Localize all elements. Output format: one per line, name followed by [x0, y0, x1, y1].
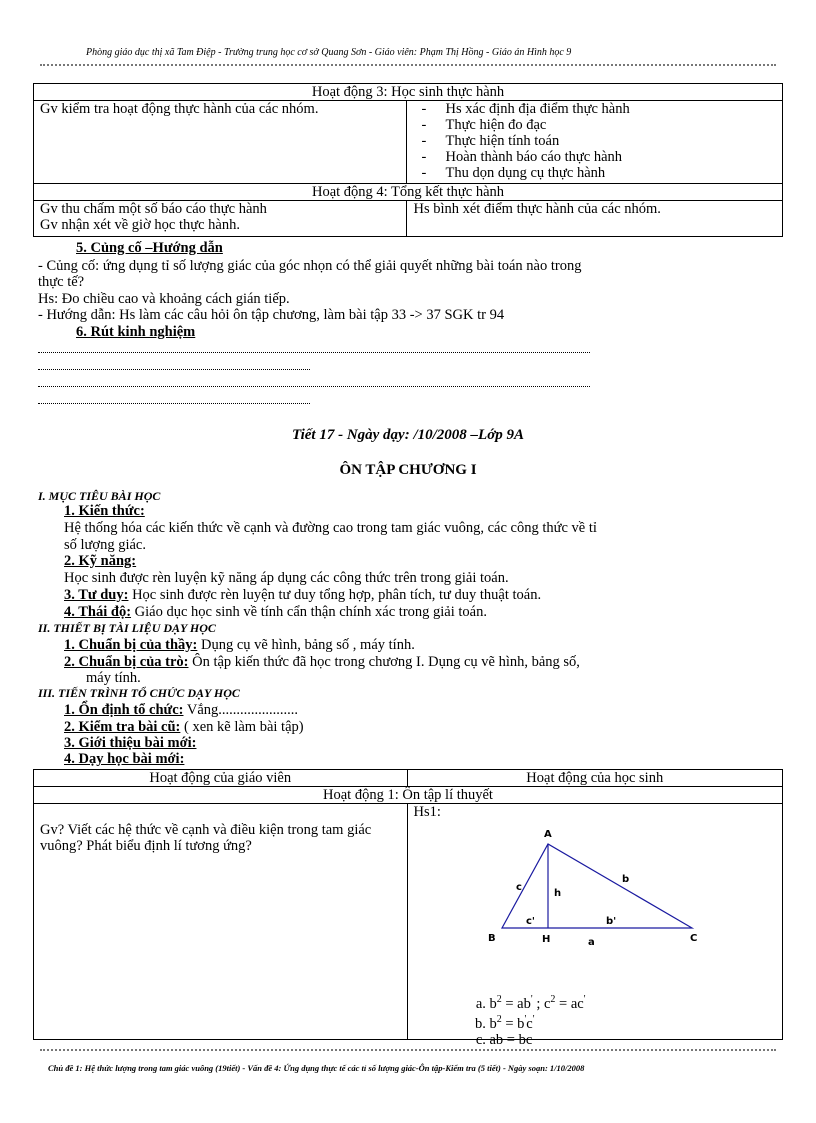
- text: ( xen kẽ làm bài tập): [180, 719, 304, 735]
- student-step: - Hoàn thành báo cáo thực hành: [421, 149, 776, 165]
- side-a: a: [587, 937, 595, 948]
- activity-3-student: [407, 101, 783, 184]
- activity-table-1: [33, 83, 783, 237]
- sub-label: 2. Kiểm tra bài cũ:: [64, 719, 181, 735]
- text-line: thực tế?: [38, 274, 85, 290]
- text-line: [64, 604, 487, 620]
- footer-divider: [40, 1049, 776, 1051]
- text: Dụng cụ vẽ hình, bảng số , máy tính.: [197, 637, 415, 653]
- activity-1-teacher: Gv? Viết các hệ thức về cạnh và điều kiện trong tam giác vuông? Phát biểu định lí tương ứng?: [34, 804, 408, 1040]
- student-step: - Thực hiện đo đạc: [421, 117, 776, 133]
- section-title: III. TIẾN TRÌNH TỔ CHỨC DẠY HỌC: [38, 686, 240, 700]
- activity-4-title: Hoạt động 4: Tổng kết thực hành: [34, 184, 783, 201]
- formula-a: a. $b^2 = ab'$ ; $c^2 = ac'$: [490, 992, 586, 1012]
- vertex-h: H: [541, 934, 550, 945]
- text-line: [64, 637, 415, 653]
- activity-1-student: [407, 804, 783, 1048]
- right-triangle-figure: [486, 822, 726, 948]
- text-line: máy tính.: [86, 670, 141, 686]
- col-student-header: Hoạt động của học sinh: [407, 770, 783, 787]
- sub-label: 2. Chuẩn bị của trò:: [64, 654, 189, 670]
- text-line: Hệ thống hóa các kiến thức về cạnh và đường cao trong tam giác vuông, các công thức về tỉ: [64, 520, 597, 536]
- side-c: c: [515, 882, 522, 893]
- dotted-line: [38, 386, 590, 387]
- sub-label: 3. Giới thiệu bài mới:: [64, 735, 197, 751]
- page-header: Phòng giáo dục thị xã Tam Điệp - Trường trung học cơ sở Quang Sơn - Giáo viên: Phạm Thị Hồng - Giáo án Hình học 9: [86, 47, 572, 58]
- text-line: [64, 719, 304, 735]
- text-line: [64, 654, 580, 670]
- text: Vắng......................: [183, 702, 299, 718]
- sub-label: 4. Thái độ:: [64, 604, 132, 620]
- teacher-line: Gv thu chấm một số báo cáo thực hành: [40, 201, 267, 217]
- text-line: [64, 587, 541, 603]
- vertex-c: C: [689, 933, 697, 944]
- vertex-a: A: [543, 829, 552, 840]
- section-heading: 6. Rút kinh nghiệm: [76, 324, 196, 340]
- student-step: - Thu dọn dụng cụ thực hành: [421, 165, 776, 181]
- text-line: [64, 702, 298, 718]
- header-divider: [40, 64, 776, 66]
- activity-4-student: Hs bình xét điểm thực hành của các nhóm.: [407, 201, 783, 237]
- activity-1-title: Hoạt động 1: Ôn tập lí thuyết: [34, 787, 783, 804]
- text-line: Hs: Đo chiều cao và khoảng cách gián tiếp.: [38, 291, 290, 307]
- section-title: II. THIẾT BỊ TÀI LIỆU DẠY HỌC: [38, 621, 216, 635]
- student-step: - Thực hiện tính toán: [421, 133, 776, 149]
- text: Học sinh được rèn luyện tư duy tổng hợp, phân tích, tư duy thuật toán.: [128, 587, 542, 603]
- formula-b: b. $b^2 = b'c'$: [490, 1012, 586, 1032]
- sub-label: 4. Dạy học bài mới:: [64, 751, 185, 767]
- teacher-line: Gv nhận xét về giờ học thực hành.: [40, 217, 240, 233]
- formula-list: [460, 992, 586, 1048]
- sub-label: 2. Kỹ năng:: [64, 553, 137, 569]
- text-line: - Củng cố: ứng dụng tỉ số lượng giác của góc nhọn có thể giải quyết những bài toán nào trong: [38, 258, 582, 274]
- section-heading: 5. Củng cố –Hướng dẫn: [76, 240, 223, 256]
- dotted-line: [38, 403, 310, 404]
- student-label: Hs1:: [413, 804, 441, 820]
- sub-label: 3. Tư duy:: [64, 587, 129, 603]
- sub-label: 1. Ổn định tổ chức:: [64, 702, 184, 718]
- text: Giáo dục học sinh về tính cẩn thận chính xác trong giải toán.: [131, 604, 487, 620]
- sub-label: 1. Kiến thức:: [64, 503, 145, 519]
- segment-b-prime: b': [605, 916, 616, 927]
- sub-label: 1. Chuẩn bị của thầy:: [64, 637, 198, 653]
- height-h: h: [553, 888, 561, 899]
- text: Ôn tập kiến thức đã học trong chương I. Dụng cụ vẽ hình, bảng số,: [188, 654, 580, 670]
- activity-table-2: [33, 769, 783, 1048]
- text-line: - Hướng dẫn: Hs làm các câu hỏi ôn tập chương, làm bài tập 33 -> 37 SGK tr 94: [38, 307, 505, 323]
- segment-c-prime: c': [525, 916, 535, 927]
- text-line: Học sinh được rèn luyện kỹ năng áp dụng các công thức trên trong giải toán.: [64, 570, 509, 586]
- activity-3-teacher: Gv kiểm tra hoạt động thực hành của các nhóm.: [34, 101, 407, 184]
- page-footer: Chủ đề 1: Hệ thức lượng trong tam giác vuông (19tiết) - Vấn đề 4: Ứng dụng thực tế các tỉ số lượng giác-Ôn tập-Kiểm tra (5 tiết) - Ngày soạn: 1/10/2008: [48, 1063, 585, 1073]
- lesson-title: Tiết 17 - Ngày dạy: /10/2008 –Lớp 9A: [291, 427, 525, 443]
- activity-4-teacher: [34, 201, 407, 237]
- dotted-line: [38, 369, 310, 370]
- section-title: I. MỤC TIÊU BÀI HỌC: [38, 489, 161, 503]
- side-b: b: [621, 874, 629, 885]
- activity-3-title: Hoạt động 3: Học sinh thực hành: [34, 84, 783, 101]
- lesson-subject: ÔN TẬP CHƯƠNG I: [339, 462, 477, 478]
- student-step: - Hs xác định địa điểm thực hành: [421, 101, 776, 117]
- dotted-line: [38, 352, 590, 353]
- text-line: số lượng giác.: [64, 537, 146, 553]
- vertex-b: B: [487, 933, 496, 944]
- col-teacher-header: Hoạt động của giáo viên: [34, 770, 408, 787]
- formula-c: c. ab = bc: [490, 1032, 586, 1048]
